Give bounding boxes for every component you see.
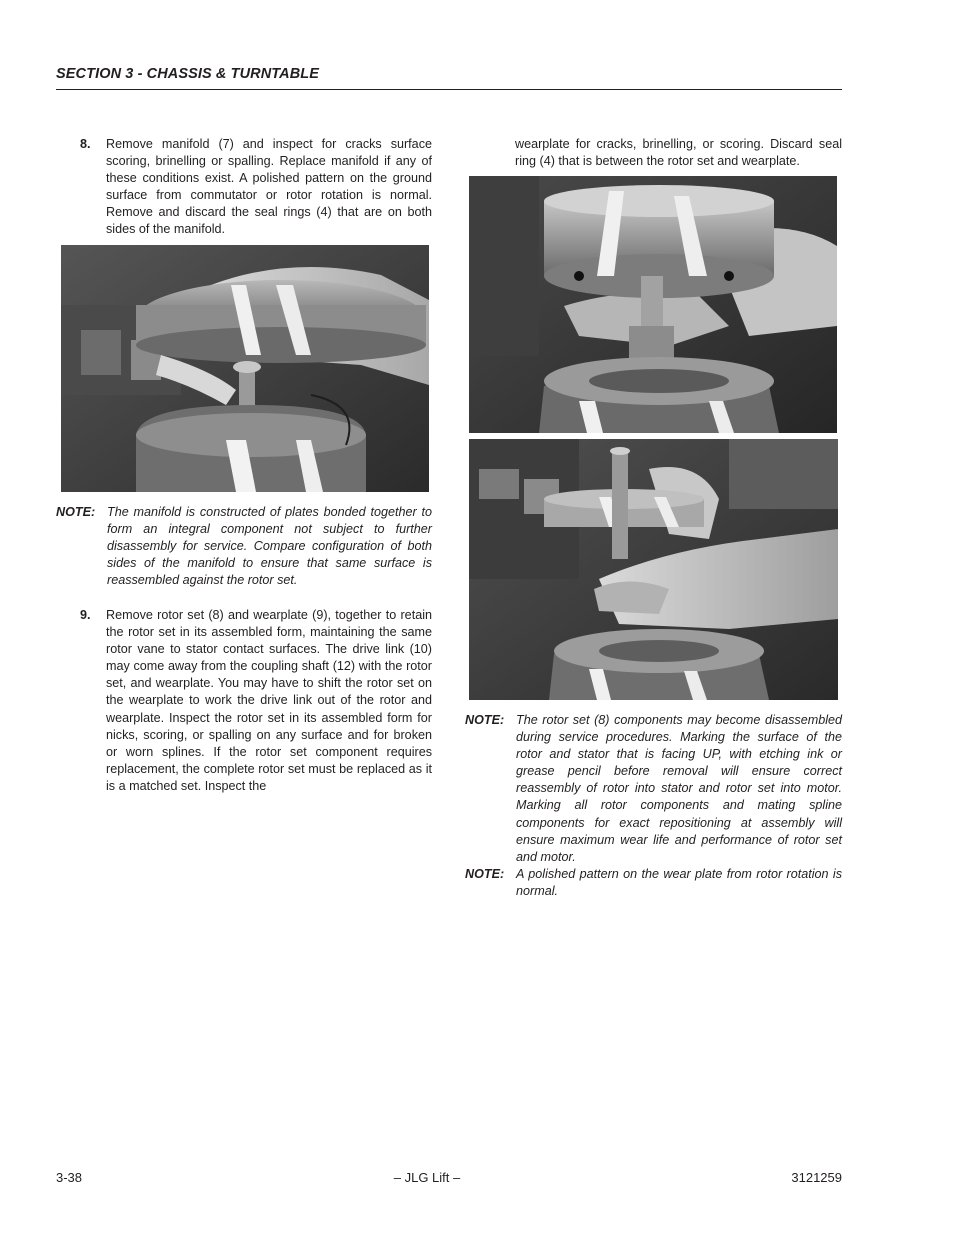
- page-number: 3-38: [56, 1170, 83, 1185]
- note-manifold-label: NOTE:: [56, 505, 96, 519]
- step-9-number: 9.: [80, 608, 91, 622]
- manifold-removal-photo: [61, 245, 429, 492]
- note-rotor-set-text: The rotor set (8) components may become disassembled during service procedures. Marking the surface of the rotor and stator that is facing UP, with etching ink or grease pencil before removal will ensure correct reassembly of rotor into stator and rotor set into motor. Marking all rotor components and mating spline components for exact repositioning at assembly will ensure maximum wear life and performance of rotor set and motor.: [516, 713, 842, 864]
- step-8-number: 8.: [80, 137, 91, 151]
- step-8-text: Remove manifold (7) and inspect for cracks surface scoring, brinelling or spalling. Replace manifold if any of these conditions exist. A polished pattern on the ground surface from commutator or rotor rotation is normal. Remove and discard the seal rings (4) that are on both sides of the manifold.: [106, 137, 432, 237]
- section-title: SECTION 3 - CHASSIS & TURNTABLE: [56, 66, 320, 82]
- header-rule: [56, 89, 842, 90]
- note-wear-plate-label: NOTE:: [465, 867, 505, 881]
- step-9-continuation: wearplate for cracks, brinelling, or scoring. Discard seal ring (4) that is between the rotor set and wearplate.: [515, 137, 842, 169]
- wearplate-drive-link-photo: [469, 439, 838, 700]
- step-9-text: Remove rotor set (8) and wearplate (9), together to retain the rotor set in its assembled form, maintaining the same rotor vane to stator contact surfaces. The drive link (10) may come away from the coupling shaft (12) with the rotor set, and wearplate. You may have to shift the rotor set on the wearplate to work the drive link out of the rotor and wearplate. Inspect the rotor set in its assembled form for nicks, scoring, or spalling on any surface and for broken or worn splines. If the rotor set component requires replacement, the complete rotor set must be replaced as it is a matched set. Inspect the: [106, 608, 432, 793]
- note-wear-plate-text: A polished pattern on the wear plate from rotor rotation is normal.: [516, 867, 842, 899]
- note-manifold-text: The manifold is constructed of plates bonded together to form an integral component not subject to further disassembly for service. Compare configuration of both sides of the manifold to ensure that same surface is reassembled against the rotor set.: [107, 505, 432, 588]
- footer-publisher: – JLG Lift –: [393, 1170, 461, 1185]
- note-rotor-set-label: NOTE:: [465, 713, 505, 727]
- rotor-set-lift-photo: [469, 176, 837, 433]
- document-number: 3121259: [791, 1170, 842, 1185]
